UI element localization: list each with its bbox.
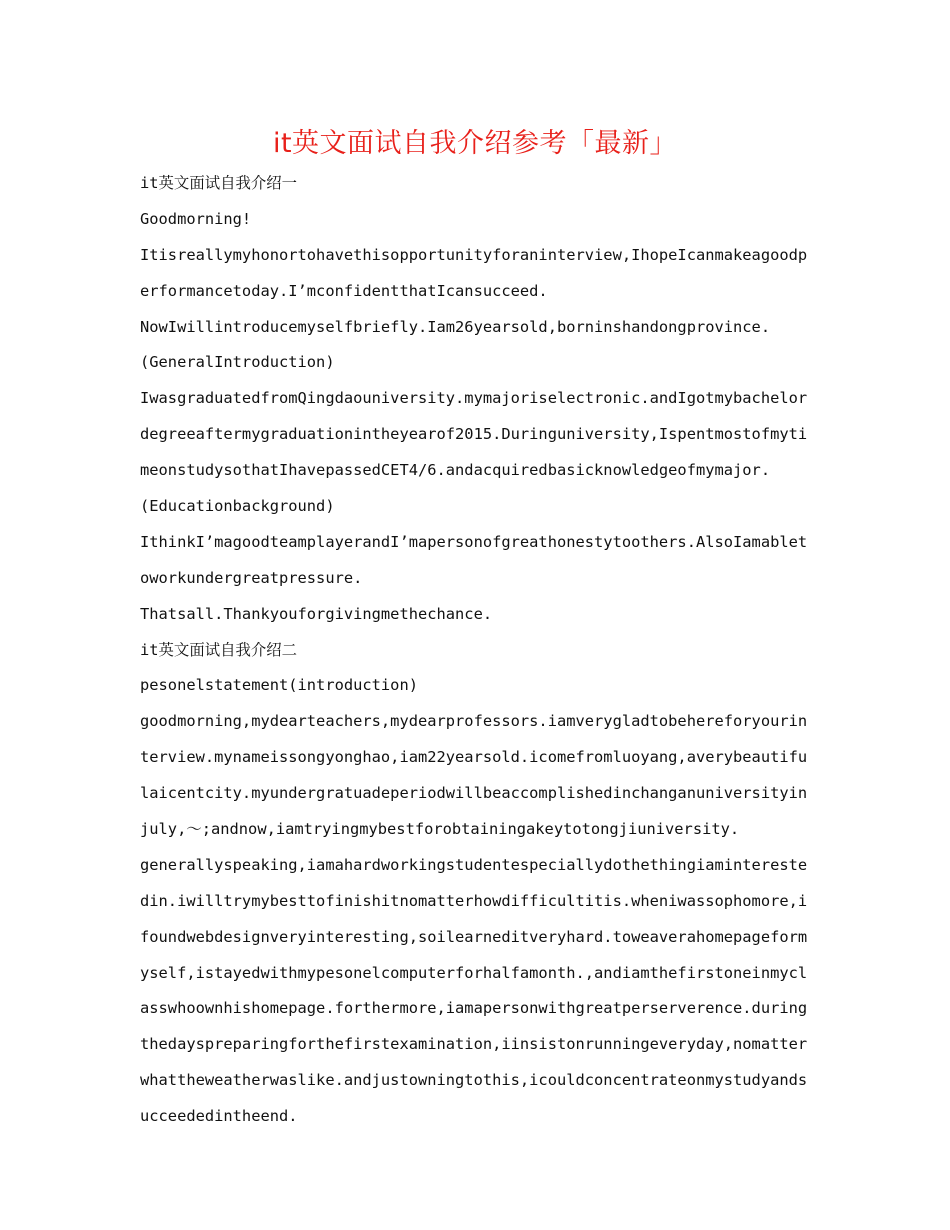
text-line: din.iwilltrymybesttofinishitnomatterhowdifficultitis.wheniwassophomore,i bbox=[140, 891, 808, 910]
text-line: generallyspeaking,iamahardworkingstudentespeciallydothethingiamintereste bbox=[140, 855, 808, 874]
text-line: ucceededintheend. bbox=[140, 1107, 298, 1126]
text-line: Itisreallymyhonortohavethisopportunityforaninterview,IhopeIcanmakeagoodp bbox=[140, 245, 808, 264]
text-line: goodmorning,mydearteachers,mydearprofessors.iamverygladtobehereforyourin bbox=[140, 712, 808, 731]
text-line: degreeaftermygraduationintheyearof2015.Duringuniversity,Ispentmostofmyti bbox=[140, 425, 808, 444]
text-line: whattheweatherwaslike.andjustowningtothis,icouldconcentrateonmystudyands bbox=[140, 1071, 808, 1090]
text-line: (GeneralIntroduction) bbox=[140, 353, 335, 372]
text-line: laicentcity.myundergratuadeperiodwillbeaccomplishedinchanganuniversityin bbox=[140, 784, 808, 803]
text-line: NowIwillintroducemyselfbriefly.Iam26yearsold,borninshandongprovince. bbox=[140, 317, 771, 336]
text-line: Thatsall.Thankyouforgivingmethechance. bbox=[140, 604, 493, 623]
text-line: terview.mynameissongyonghao,iam22yearsold.icomefromluoyang,averybeautifu bbox=[140, 748, 808, 767]
text-line: (Educationbackground) bbox=[140, 497, 335, 516]
text-line: thedayspreparingforthefirstexamination,iinsistonrunningeveryday,nomatter bbox=[140, 1035, 808, 1054]
text-line: yself,istayedwithmypesonelcomputerforhalfamonth.,andiamthefirstoneinmycl bbox=[140, 963, 808, 982]
text-line: Goodmorning! bbox=[140, 209, 252, 228]
document-title: it英文面试自我介绍参考「最新」 bbox=[272, 128, 678, 159]
text-line: asswhoownhishomepage.forthermore,iamapersonwithgreatperserverence.during bbox=[140, 999, 808, 1018]
text-line: meonstudysothatIhavepassedCET4/6.andacquiredbasicknowledgeofmymajor. bbox=[140, 461, 771, 480]
text-line: oworkundergreatpressure. bbox=[140, 568, 363, 587]
document-body bbox=[140, 166, 812, 1135]
text-line: IthinkI’magoodteamplayerandI’mapersonofgreathonestytoothers.AlsoIamablet bbox=[140, 532, 808, 551]
text-line: it英文面试自我介绍二 bbox=[140, 640, 298, 659]
text-line: erformancetoday.I’mconfidentthatIcansucceed. bbox=[140, 281, 548, 300]
text-line: foundwebdesignveryinteresting,soilearneditveryhard.toweaverahomepageform bbox=[140, 927, 808, 946]
text-line: pesonelstatement(introduction) bbox=[140, 676, 418, 695]
text-line: it英文面试自我介绍一 bbox=[140, 174, 298, 192]
text-line: IwasgraduatedfromQingdaouniversity.mymajoriselectronic.andIgotmybachelor bbox=[140, 389, 808, 408]
text-line: july,～;andnow,iamtryingmybestforobtainingakeytotongjiuniversity. bbox=[140, 820, 740, 839]
